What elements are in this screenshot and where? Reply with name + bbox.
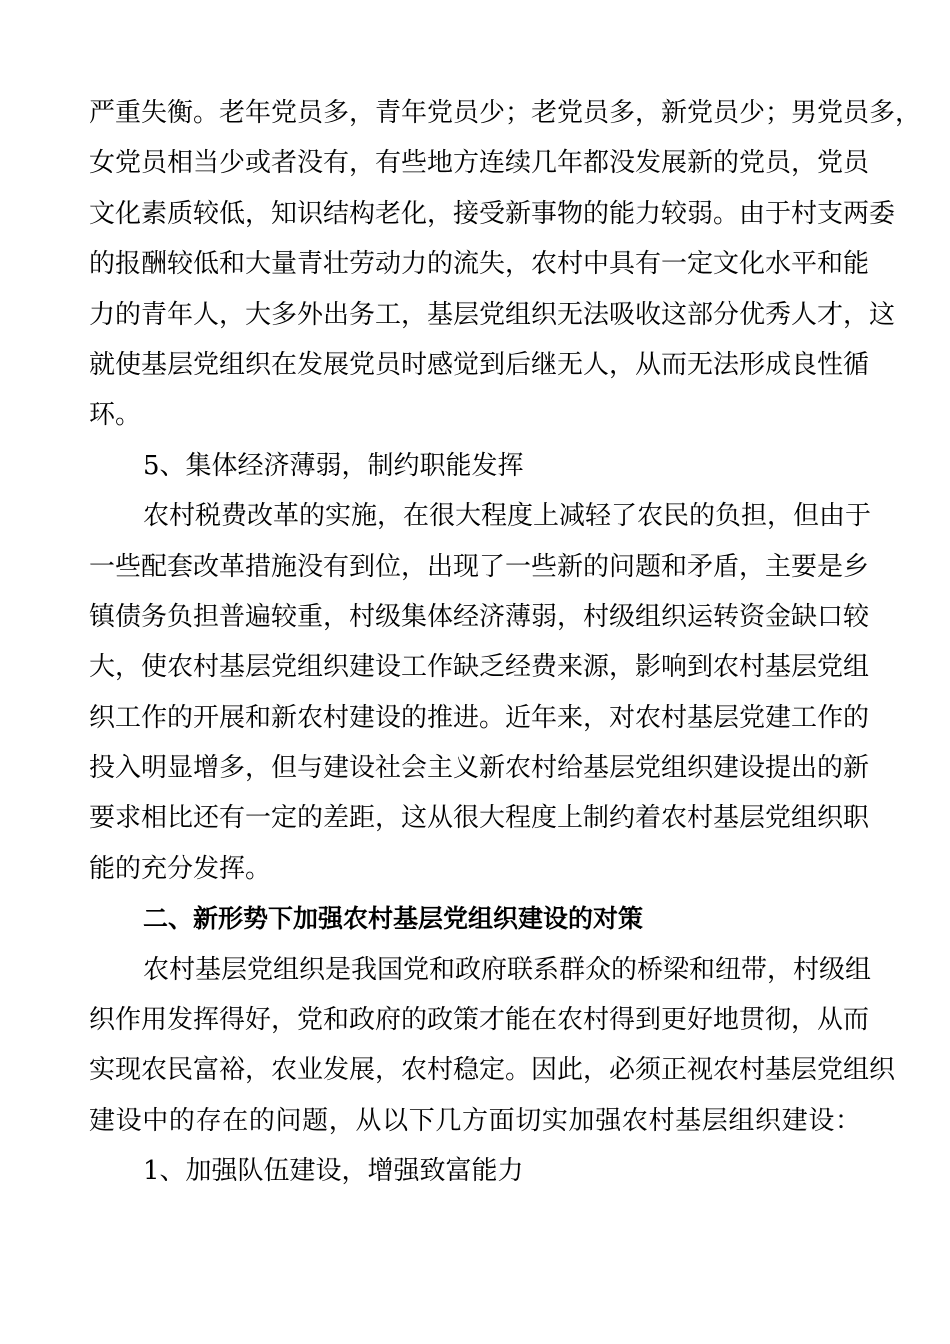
text-line: 大，使农村基层党组织建设工作缺乏经费来源，影响到农村基层党组	[89, 652, 870, 683]
text-line: 的报酬较低和大量青壮劳动力的流失，农村中具有一定文化水平和能	[89, 249, 870, 280]
document-page	[89, 88, 922, 1197]
text-line: 女党员相当少或者没有，有些地方连续几年都没发展新的党员，党员	[89, 148, 870, 179]
text-line: 农村税费改革的实施，在很大程度上减轻了农民的负担，但由于	[143, 501, 872, 532]
text-line: 力的青年人，大多外出务工，基层党组织无法吸收这部分优秀人才，这	[89, 299, 896, 330]
text-line: 就使基层党组织在发展党员时感觉到后继无人，从而无法形成良性循	[89, 349, 870, 380]
paragraph-bridge-and-bond	[89, 945, 896, 1147]
text-line: 文化素质较低，知识结构老化，接受新事物的能力较弱。由于村支两委	[89, 198, 896, 229]
text-line: 实现农民富裕，农业发展，农村稳定。因此，必须正视农村基层党组织	[89, 1055, 896, 1086]
text-line: 建设中的存在的问题，从以下几方面切实加强农村基层组织建设：	[89, 1105, 861, 1136]
text-line: 农村基层党组织是我国党和政府联系群众的桥梁和纽带，村级组	[143, 954, 872, 985]
text-line: 环。	[89, 400, 142, 431]
paragraph-tax-reform	[89, 491, 872, 894]
subheading-team-building: 1、加强队伍建设，增强致富能力	[143, 1156, 524, 1187]
section-heading-countermeasures: 二、新形势下加强农村基层党组织建设的对策	[143, 904, 644, 934]
paragraph-party-member-imbalance	[89, 88, 922, 441]
text-line: 织工作的开展和新农村建设的推进。近年来，对农村基层党建工作的	[89, 702, 870, 733]
text-line: 投入明显增多，但与建设社会主义新农村给基层党组织建设提出的新	[89, 753, 870, 784]
text-line: 能的充分发挥。	[89, 853, 272, 884]
text-line: 一些配套改革措施没有到位，出现了一些新的问题和矛盾，主要是乡	[89, 551, 870, 582]
text-line: 要求相比还有一定的差距，这从很大程度上制约着农村基层党组织职	[89, 803, 870, 834]
text-line: 织作用发挥得好，党和政府的政策才能在农村得到更好地贯彻，从而	[89, 1005, 870, 1036]
subheading-collective-economy: 5、集体经济薄弱，制约职能发挥	[143, 450, 524, 481]
text-line: 镇债务负担普遍较重，村级集体经济薄弱，村级组织运转资金缺口较	[89, 601, 870, 632]
text-line: 严重失衡。老年党员多，青年党员少；老党员多，新党员少；男党员多，	[89, 98, 922, 128]
